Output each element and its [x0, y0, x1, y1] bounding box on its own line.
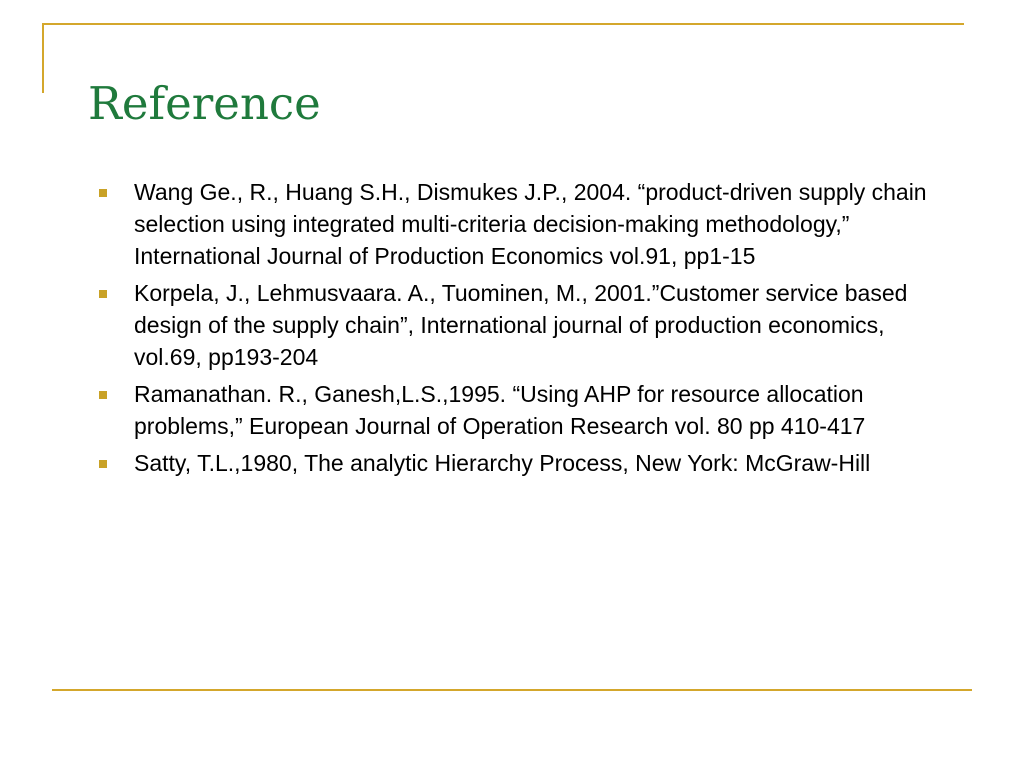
reference-text: Ramanathan. R., Ganesh,L.S.,1995. “Using AHP for resource allocation problems,” European Journal of Operation Research vol. 80 pp 410-417	[134, 381, 866, 439]
slide-title: Reference	[88, 77, 321, 130]
square-bullet-icon	[99, 290, 107, 298]
square-bullet-icon	[99, 189, 107, 197]
left-rule	[42, 23, 44, 93]
reference-item	[96, 378, 936, 442]
reference-text: Korpela, J., Lehmusvaara. A., Tuominen, M., 2001.”Customer service based design of the supply chain”, International journal of production economics, vol.69, pp193-204	[134, 280, 908, 370]
reference-item	[96, 176, 936, 272]
reference-item	[96, 277, 936, 373]
top-rule	[44, 23, 964, 25]
reference-item	[96, 447, 936, 479]
reference-text: Satty, T.L.,1980, The analytic Hierarchy Process, New York: McGraw-Hill	[134, 450, 871, 476]
square-bullet-icon	[99, 460, 107, 468]
square-bullet-icon	[99, 391, 107, 399]
bottom-rule	[52, 689, 972, 691]
reference-list	[96, 176, 936, 484]
reference-text: Wang Ge., R., Huang S.H., Dismukes J.P., 2004. “product-driven supply chain selection using integrated multi-criteria decision-making methodology,” International Journal of Production Economics vol.91, pp1-15	[134, 179, 927, 269]
